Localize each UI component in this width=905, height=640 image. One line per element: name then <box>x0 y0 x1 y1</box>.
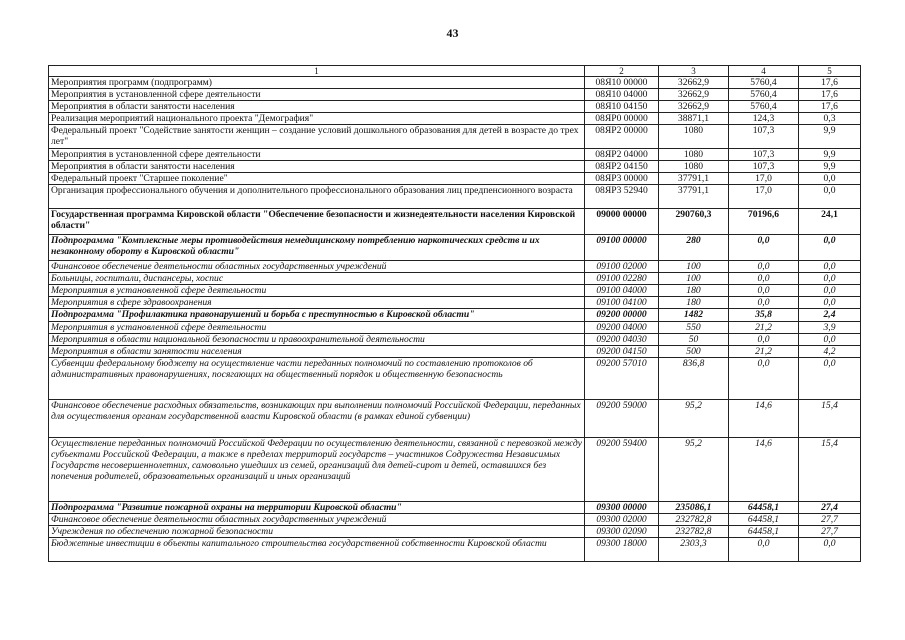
table-row <box>49 209 861 235</box>
row-code: 09200 00000 <box>585 309 659 322</box>
row-value-4: 0,0 <box>729 358 799 400</box>
row-code: 09100 02000 <box>585 261 659 273</box>
table-row <box>49 526 861 538</box>
row-name: Финансовое обеспечение деятельности областных государственных учреждений <box>49 261 585 273</box>
row-value-4: 5760,4 <box>729 89 799 101</box>
table-row <box>49 400 861 438</box>
row-name: Подпрограмма "Комплексные меры противодействия немедицинскому потреблению наркотических средств и их незаконному обороту в Кировской области" <box>49 235 585 261</box>
table-row <box>49 261 861 273</box>
row-name: Мероприятия в области занятости населения <box>49 346 585 358</box>
row-code: 09100 04000 <box>585 285 659 297</box>
row-value-3: 1482 <box>659 309 729 322</box>
header-col-2: 2 <box>585 66 659 77</box>
row-code: 08ЯР3 00000 <box>585 173 659 185</box>
row-value-3: 550 <box>659 322 729 334</box>
table-row <box>49 514 861 526</box>
row-value-3: 37791,1 <box>659 185 729 209</box>
row-code: 08ЯР2 04150 <box>585 161 659 173</box>
row-name: Мероприятия в установленной сфере деятельности <box>49 89 585 101</box>
table-row <box>49 322 861 334</box>
table-row <box>49 297 861 309</box>
row-code: 09200 04150 <box>585 346 659 358</box>
row-name: Больницы, госпитали, диспансеры, хоспис <box>49 273 585 285</box>
row-value-3: 1080 <box>659 149 729 161</box>
row-name: Федеральный проект "Старшее поколение" <box>49 173 585 185</box>
row-value-4: 107,3 <box>729 125 799 149</box>
row-name: Мероприятия в установленной сфере деятельности <box>49 149 585 161</box>
row-name: Мероприятия в установленной сфере деятельности <box>49 285 585 297</box>
row-value-5: 27,7 <box>799 514 861 526</box>
table-row <box>49 161 861 173</box>
table-row <box>49 334 861 346</box>
row-code: 08Я10 04000 <box>585 89 659 101</box>
row-value-5: 27,4 <box>799 502 861 514</box>
row-value-5: 17,6 <box>799 101 861 113</box>
row-code: 09200 57010 <box>585 358 659 400</box>
row-value-5: 0,0 <box>799 297 861 309</box>
header-col-4: 4 <box>729 66 799 77</box>
row-value-4: 35,8 <box>729 309 799 322</box>
row-value-5: 15,4 <box>799 438 861 502</box>
row-value-4: 0,0 <box>729 273 799 285</box>
table-header-row <box>49 66 861 77</box>
row-code: 08Я10 00000 <box>585 77 659 89</box>
table-row <box>49 89 861 101</box>
row-code: 09300 02090 <box>585 526 659 538</box>
row-value-3: 235086,1 <box>659 502 729 514</box>
row-value-3: 100 <box>659 261 729 273</box>
row-value-5: 9,9 <box>799 161 861 173</box>
row-name: Федеральный проект "Содействие занятости женщин – создание условий дошкольного образования для детей в возрасте до трех лет" <box>49 125 585 149</box>
table-row <box>49 438 861 502</box>
row-code: 09200 04000 <box>585 322 659 334</box>
table-body <box>49 77 861 562</box>
row-value-4: 5760,4 <box>729 77 799 89</box>
table-row <box>49 285 861 297</box>
row-code: 09300 18000 <box>585 538 659 562</box>
row-value-3: 180 <box>659 285 729 297</box>
table-row <box>49 173 861 185</box>
row-value-4: 17,0 <box>729 185 799 209</box>
row-name: Осуществление переданных полномочий Российской Федерации по осуществлению деятельности, связанной с перевозкой между субъектами Российской Федерации, а также в пределах территорий государств – участников Содружества Независимых Государств несовершеннолетних, самовольно ушедших из семей, организаций для детей-сирот и детей, оставшихся без попечения родителей, образовательных организаций и иных организаций <box>49 438 585 502</box>
row-value-3: 95,2 <box>659 400 729 438</box>
row-code: 08ЯР2 04000 <box>585 149 659 161</box>
row-value-5: 0,0 <box>799 273 861 285</box>
row-code: 08ЯР0 00000 <box>585 113 659 125</box>
row-value-3: 1080 <box>659 161 729 173</box>
row-value-3: 1080 <box>659 125 729 149</box>
row-name: Мероприятия в сфере здравоохранения <box>49 297 585 309</box>
row-value-4: 0,0 <box>729 334 799 346</box>
row-value-5: 24,1 <box>799 209 861 235</box>
row-value-4: 107,3 <box>729 161 799 173</box>
row-value-5: 27,7 <box>799 526 861 538</box>
row-name: Мероприятия в области национальной безопасности и правоохранительной деятельности <box>49 334 585 346</box>
table-row <box>49 235 861 261</box>
row-value-5: 4,2 <box>799 346 861 358</box>
table-row <box>49 185 861 209</box>
row-value-5: 9,9 <box>799 149 861 161</box>
row-code: 09100 00000 <box>585 235 659 261</box>
row-value-4: 14,6 <box>729 438 799 502</box>
row-value-5: 0,0 <box>799 185 861 209</box>
row-name: Мероприятия программ (подпрограмм) <box>49 77 585 89</box>
row-code: 09200 04030 <box>585 334 659 346</box>
row-value-5: 9,9 <box>799 125 861 149</box>
row-value-3: 280 <box>659 235 729 261</box>
row-value-3: 180 <box>659 297 729 309</box>
row-code: 09300 02000 <box>585 514 659 526</box>
row-name: Учреждения по обеспечению пожарной безопасности <box>49 526 585 538</box>
table-row <box>49 346 861 358</box>
row-name: Реализация мероприятий национального проекта "Демография" <box>49 113 585 125</box>
row-value-3: 50 <box>659 334 729 346</box>
table-row <box>49 77 861 89</box>
row-name: Мероприятия в области занятости населения <box>49 101 585 113</box>
row-code: 09100 04100 <box>585 297 659 309</box>
row-value-4: 64458,1 <box>729 502 799 514</box>
row-value-5: 0,0 <box>799 173 861 185</box>
header-col-5: 5 <box>799 66 861 77</box>
table-row <box>49 101 861 113</box>
row-name: Организация профессионального обучения и дополнительного профессионального образования лиц предпенсионного возраста <box>49 185 585 209</box>
row-value-3: 232782,8 <box>659 526 729 538</box>
row-value-5: 0,0 <box>799 261 861 273</box>
row-value-5: 0,0 <box>799 285 861 297</box>
row-name: Финансовое обеспечение деятельности областных государственных учреждений <box>49 514 585 526</box>
row-value-5: 0,3 <box>799 113 861 125</box>
header-col-1: 1 <box>49 66 585 77</box>
row-value-3: 37791,1 <box>659 173 729 185</box>
row-value-5: 17,6 <box>799 77 861 89</box>
row-value-3: 290760,3 <box>659 209 729 235</box>
row-value-3: 32662,9 <box>659 101 729 113</box>
row-value-5: 15,4 <box>799 400 861 438</box>
table-row <box>49 113 861 125</box>
row-value-4: 70196,6 <box>729 209 799 235</box>
row-name: Бюджетные инвестиции в объекты капитального строительства государственной собственности Кировской области <box>49 538 585 562</box>
row-name: Субвенции федеральному бюджету на осуществление части переданных полномочий по составлению протоколов об административных правонарушениях, посягающих на общественный порядок и общественную безопасность <box>49 358 585 400</box>
row-value-4: 21,2 <box>729 346 799 358</box>
row-name: Подпрограмма "Развитие пожарной охраны на территории Кировской области" <box>49 502 585 514</box>
table-row <box>49 358 861 400</box>
row-code: 08ЯР2 00000 <box>585 125 659 149</box>
row-value-5: 0,0 <box>799 358 861 400</box>
row-code: 09300 00000 <box>585 502 659 514</box>
row-value-4: 21,2 <box>729 322 799 334</box>
row-value-4: 17,0 <box>729 173 799 185</box>
row-value-4: 0,0 <box>729 285 799 297</box>
row-value-4: 5760,4 <box>729 101 799 113</box>
page-number: 43 <box>446 26 459 40</box>
table-row <box>49 149 861 161</box>
row-name: Мероприятия в области занятости населения <box>49 161 585 173</box>
row-value-5: 3,9 <box>799 322 861 334</box>
row-code: 09100 02280 <box>585 273 659 285</box>
table-row <box>49 125 861 149</box>
row-value-3: 100 <box>659 273 729 285</box>
row-name: Государственная программа Кировской области "Обеспечение безопасности и жизнедеятельности населения Кировской области" <box>49 209 585 235</box>
row-name: Подпрограмма "Профилактика правонарушений и борьба с преступностью в Кировской области" <box>49 309 585 322</box>
row-name: Мероприятия в установленной сфере деятельности <box>49 322 585 334</box>
row-value-3: 95,2 <box>659 438 729 502</box>
table-row <box>49 273 861 285</box>
row-code: 09200 59400 <box>585 438 659 502</box>
row-code: 08ЯР3 52940 <box>585 185 659 209</box>
row-value-3: 32662,9 <box>659 77 729 89</box>
row-value-4: 0,0 <box>729 261 799 273</box>
table-row <box>49 502 861 514</box>
row-value-4: 107,3 <box>729 149 799 161</box>
row-value-4: 0,0 <box>729 538 799 562</box>
header-col-3: 3 <box>659 66 729 77</box>
row-value-5: 17,6 <box>799 89 861 101</box>
row-code: 09200 59000 <box>585 400 659 438</box>
row-value-4: 64458,1 <box>729 514 799 526</box>
row-value-5: 0,0 <box>799 334 861 346</box>
row-value-3: 2303,3 <box>659 538 729 562</box>
row-value-3: 232782,8 <box>659 514 729 526</box>
row-code: 09000 00000 <box>585 209 659 235</box>
row-value-4: 124,3 <box>729 113 799 125</box>
row-value-5: 0,0 <box>799 235 861 261</box>
row-code: 08Я10 04150 <box>585 101 659 113</box>
row-value-3: 32662,9 <box>659 89 729 101</box>
row-value-4: 0,0 <box>729 297 799 309</box>
table-row <box>49 309 861 322</box>
row-value-4: 0,0 <box>729 235 799 261</box>
row-value-3: 500 <box>659 346 729 358</box>
row-value-4: 64458,1 <box>729 526 799 538</box>
row-value-3: 38871,1 <box>659 113 729 125</box>
row-value-5: 0,0 <box>799 538 861 562</box>
row-value-5: 2,4 <box>799 309 861 322</box>
table-row <box>49 538 861 562</box>
row-name: Финансовое обеспечение расходных обязательств, возникающих при выполнении полномочий Российской Федерации, переданных для осуществления органам государственной власти Кировской области (в рамках единой субвенции) <box>49 400 585 438</box>
budget-table <box>48 65 861 562</box>
row-value-3: 836,8 <box>659 358 729 400</box>
row-value-4: 14,6 <box>729 400 799 438</box>
